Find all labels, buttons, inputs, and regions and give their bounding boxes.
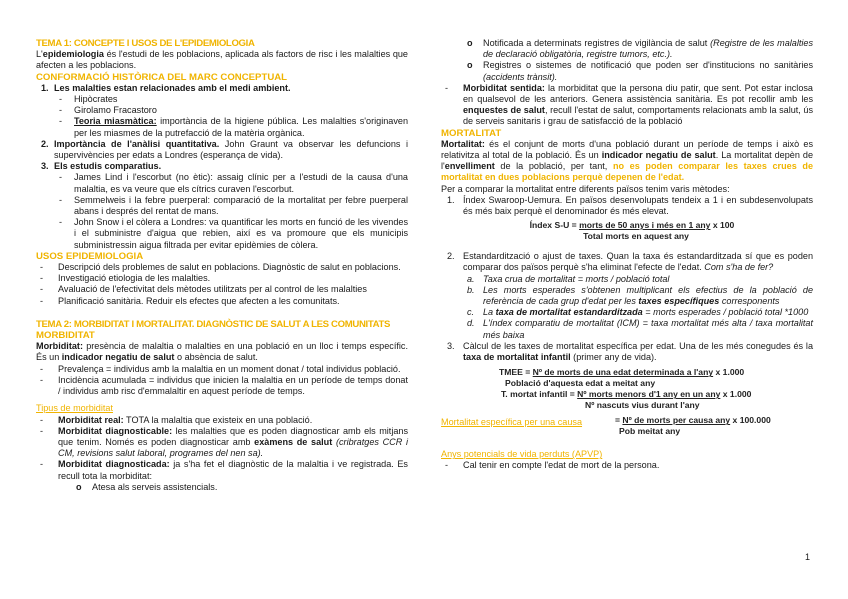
tipus-italic: (cribratges CCR i CM, revisions salut laboral, programes del nen sa). (58, 436, 409, 459)
list-number: 3. (447, 340, 455, 351)
method-2-c (441, 307, 813, 318)
text: presència de malaltia o malalties en una població en un lloc i temps específic. És un (36, 341, 408, 363)
sub-item-text: Hipòcrates (74, 94, 118, 105)
method-text: (primer any de vida). (570, 352, 657, 363)
right-column (441, 38, 813, 472)
method-text: Estandardització o ajust de taxes. Quan la taxa és estandarditzada sí que es poden comparar dos països perquè s'ha eliminat l'efecte de l'edat. (463, 251, 813, 273)
mortalitat-definition (441, 139, 813, 184)
step-bold: taxes específiques (638, 296, 720, 307)
sub-bullet-text: Registres o sistemes de notificació que poden ser d'institucions no sanitàries (483, 60, 813, 71)
list-item-bold: Importància de l'anàlisi quantitativa. (54, 138, 220, 149)
tipus-item-sentida: - Morbiditat sentida: la morbiditat que la persona diu patir, que sent. Pot estar inclosa en qualsevol de les anteriors. Genera assistència sanitària. Es pot recollir amb les enquestes de salut, recull l'estat de salut, comportaments relacionats amb la salut, ús de serveis sanitaris i grau de satisfacció de la població (445, 82, 813, 127)
formula-line (615, 415, 771, 426)
step-text: L'índex comparatiu de mortalitat (ICM) = taxa mortalitat més alta / taxa mortalitat més baixa (483, 318, 813, 340)
term: Morbiditat: (36, 341, 83, 352)
sub-bullet-italic: (accidents trànsit). (483, 71, 558, 82)
formula-multiplier: x 100.000 (730, 415, 771, 426)
term: Mortalitat: (441, 138, 485, 149)
text: . La mortalitat depèn de l' (441, 150, 813, 172)
tipus-item-diagnosticada: - Morbiditat diagnosticada: ja s'ha fet el diagnòstic de la malaltia i ve registrada. Es recull tota la morbiditat: (40, 459, 408, 481)
step-text: = morts esperades / població total *1000 (642, 307, 809, 318)
tipus-item-real: - Morbiditat real: TOTA la malaltia que existeix en una població. (40, 414, 313, 425)
causa-link[interactable]: Mortalitat específica per una causa (441, 417, 583, 428)
method-2 (441, 251, 813, 273)
term: envelliment (444, 161, 495, 172)
method-text: Índex Swaroop-Uemura. En països desenvolupats tendeix a 1 i en subdesenvolupats és més baix perquè el denominador és més elevat. (463, 194, 813, 217)
method-bold: taxa de mortalitat infantil (463, 352, 571, 363)
formula-swaroop (441, 220, 813, 242)
formula-denominator: Pob meitat any (619, 426, 681, 437)
tipus-label: Morbiditat sentida: (463, 82, 545, 93)
apvp-item: - Cal tenir en compte l'edat de mort de la persona. (445, 460, 660, 471)
step-text: Taxa crua de mortalitat = morts / població total (483, 273, 670, 284)
formula-line (499, 367, 813, 378)
sub-item-fracastoro: - Girolamo Fracastoro (59, 105, 157, 116)
formula-multiplier: x 1.000 (720, 389, 752, 400)
step-text: La (483, 307, 496, 318)
list-item-text: Les malalties estan relacionades amb el medi ambient. (54, 82, 291, 93)
method-2-b (441, 285, 813, 307)
list-item-text: Els estudis comparatius. (54, 161, 162, 172)
method-1 (441, 195, 813, 217)
sub-item-text: Girolamo Fracastoro (74, 105, 157, 116)
usos-text: Investigació etiologia de les malalties. (58, 273, 211, 284)
formula-line (501, 389, 813, 400)
intro-text-c: és l'estudi de les poblacions, aplicada als factors de risc i les malalties que afecten a les poblacions. (36, 49, 408, 71)
usos-item: - Investigació etiologia de les malalties. (40, 273, 211, 284)
tipus-text: la morbiditat que la persona diu patir, que sent. Pot estar inclosa en qualsevol de les anteriors. Genera assistència sanitària. Es pot recollir amb les (463, 82, 813, 105)
list-number: 2. (41, 138, 49, 149)
formula-numerator: Nº de morts de una edat determinada a l'any (532, 367, 714, 378)
method-text: Càlcul de les taxes de mortalitat específica per edat. Una de les més conegudes és la (463, 340, 813, 351)
sub-bullet-text: Atesa als serveis assistencials. (92, 481, 218, 492)
tipus-bold: exàmens de salut (254, 436, 333, 447)
sub-item-text: John Snow i el còlera a Londres: va quantificar les morts en funció de les vivendes i el subministre d'aigua que rebien, així es va promoure que els municipis subministressin aigua filtrada per evitar epidèmies de còlera. (74, 217, 408, 250)
text: de la població, per tant, (494, 161, 613, 172)
formula-denominator: Nº nascuts vius durant l'any (585, 400, 700, 411)
list-item-3 (36, 161, 408, 172)
morbiditat-definition (36, 341, 408, 363)
text: o absència de salut. (174, 352, 258, 363)
title-tema-1: TEMA 1: CONCEPTE I USOS DE L'EPIDEMIOLOGIA (36, 38, 255, 49)
formula-tmee (441, 367, 813, 389)
item-text: Incidència acumulada = individus que inicien la malaltia en un període de temps donat / individus amb risc d'emmalaltir en aquest període de temps. (58, 374, 408, 397)
method-2-a (441, 274, 813, 285)
item-text: Prevalença = individus amb la malaltia en un moment donat / total individus població. (58, 363, 401, 374)
sub-bullet-italic: (Registre de les malalties de declaració obligatòria, registre tumors, etc.). (483, 38, 813, 60)
sub-item-lind: - James Lind i l'escorbut (no ètic): assaig clínic per a l'estudi de la causa d'una malaltia, es va veure que els cítrics curaven l'escorbut. (59, 172, 408, 194)
sub-bullet-text: Notificada a determinats registres de vigilància de salut (483, 38, 711, 48)
sub-item-text: importància de la higiene pública. Les malalties s'originaven per les miasmes de la putrefacció de la matèria orgànica. (74, 116, 408, 138)
tipus-label: Morbiditat real: (58, 414, 124, 425)
formula-lhs: TMEE = (499, 367, 533, 378)
apvp-text: Cal tenir en compte l'edat de mort de la persona. (463, 460, 660, 471)
tipus-bold: enquestes de salut (463, 105, 545, 116)
sub-item-snow: - John Snow i el còlera a Londres: va quantificar les morts en funció de les vivendes i el subministre d'aigua que rebien, així es va promoure que els municipis subministressin aigua filtrada per evitar epidèmies de còlera. (59, 217, 408, 250)
method-3 (441, 341, 813, 363)
sub-item-label: Teoria miasmàtica: (74, 116, 157, 127)
sub-bullet-registres: o Registres o sistemes de notificació que poden ser d'institucions no sanitàries (accidents trànsit). (467, 60, 813, 82)
sub-item-text: James Lind i l'escorbut (no ètic): assaig clínic per a l'estudi de la causa d'una malaltia, es va veure que els cítrics curaven l'escorbut. (74, 172, 408, 194)
formula-denominator: Total morts en aquest any (583, 231, 689, 242)
formula-multiplier: x 100 (710, 220, 735, 231)
causa-row (441, 415, 813, 439)
formula-numerator: Nº de morts per causa any (622, 415, 731, 426)
formula-lhs: Índex S-U = (529, 220, 580, 231)
formula-numerator: Nº morts menors d'1 any en un any (577, 389, 721, 400)
usos-item: - Avaluació de l'efectivitat dels mètodes utilitzats per al control de les malalties (40, 284, 367, 295)
list-number: 3. (41, 161, 49, 172)
list-number: 1. (447, 194, 455, 205)
intro-paragraph (36, 49, 408, 71)
step-bold: taxa de mortalitat estandarditzada (495, 307, 643, 318)
sub-item-hipocrates: - Hipòcrates (59, 94, 118, 105)
formula-causa (615, 415, 771, 437)
tipus-morbiditat-link[interactable]: Tipus de morbiditat (36, 403, 113, 414)
usos-text: Planificació sanitària. Reduir els efectes que afecten a les comunitats. (58, 295, 340, 306)
section-morbiditat: MORBIDITAT (36, 330, 95, 342)
section-mortalitat: MORTALITAT (441, 127, 502, 139)
tipus-label: Morbiditat diagnosticada: (58, 459, 170, 470)
sub-bullet-atesa: o Atesa als serveis assistencials. (76, 481, 218, 492)
term: indicador negatiu de salut (61, 352, 175, 363)
list-number: 2. (447, 251, 455, 262)
sub-item-miasmatica: - Teoria miasmàtica: importància de la higiene pública. Les malalties s'originaven per les miasmes de la putrefacció de la matèria orgànica. (59, 116, 408, 138)
usos-text: Descripció dels problemes de salut en poblacions. Diagnòstic de salut en poblacions. (58, 262, 401, 273)
list-letter: b. (467, 284, 475, 295)
comparar-text: Per a comparar la mortalitat entre diferents països tenim varis mètodes: (441, 183, 730, 194)
list-item-text: John Graunt va observar les defuncions i supervivències per edats a Londres (esperança de vida). (54, 138, 408, 161)
intro-term: epidemiologia (42, 49, 104, 60)
usos-text: Avaluació de l'efectivitat dels mètodes utilitzats per al control de les malalties (58, 284, 367, 295)
formula-lhs: T. mortat infantil = (501, 389, 578, 400)
formula-line (451, 220, 813, 231)
list-letter: d. (467, 318, 475, 329)
tipus-text: les malalties que es poden diagnosticar amb els mitjans que tenim. Només es poden diagnosticar amb (58, 425, 408, 447)
method-italic: Com s'ha de fer? (704, 262, 774, 273)
list-letter: c. (467, 307, 475, 318)
step-text: Les morts esperades s'obtenen multiplicant els efectius de la població de referència de cada grup d'edat per les (483, 284, 813, 307)
incidencia-item: - Incidència acumulada = individus que inicien la malaltia en un període de temps donat / individus amb risc d'emmalaltir en aquest període de temps. (40, 374, 408, 397)
tipus-text: , recull l'estat de salut, comportaments relacionats amb la salut, ús de serveis sanitaris i grau de satisfacció de la població (463, 105, 813, 127)
formula-denominator: Població d'aquesta edat a meitat any (505, 378, 656, 389)
step-text: corresponents (719, 296, 780, 307)
intro-text-a: L' (36, 49, 43, 60)
tipus-text: TOTA la malaltia que existeix en una població. (123, 414, 313, 425)
sub-bullet-notificada: o Notificada a determinats registres de vigilància de salut (Registre de les malalties de declaració obligatòria, registre tumors, etc.). (467, 38, 813, 60)
sub-item-semmelweis: - Semmelweis i la febre puerperal: comparació de la mortalitat per febre puerperal abans i després del rentat de mans. (59, 194, 408, 217)
tipus-item-diagnosticable: - Morbiditat diagnosticable: les malalties que es poden diagnosticar amb els mitjans que tenim. Només es poden diagnosticar amb exàmens de salut (cribratges CCR i CM, revisions salut laboral, programes del nen sa). (40, 425, 409, 459)
prevalenca-item: - Prevalença = individus amb la malaltia en un moment donat / total individus població. (40, 363, 401, 374)
tipus-label: Morbiditat diagnosticable: (58, 425, 173, 436)
formula-multiplier: x 1.000 (713, 367, 745, 378)
sub-item-text: Semmelweis i la febre puerperal: comparació de la mortalitat per febre puerperal abans i després del rentat de mans. (74, 194, 408, 217)
section-conformacio: CONFORMACIÓ HISTÒRICA DEL MARC CONCEPTUAL (36, 71, 288, 83)
page-number: 1 (805, 552, 811, 562)
formula-lhs: = (615, 415, 623, 426)
section-usos: USOS EPIDEMIOLOGIA (36, 250, 144, 262)
usos-item: - Descripció dels problemes de salut en poblacions. Diagnòstic de salut en poblacions. (40, 262, 401, 273)
title-tema-2: TEMA 2: MORBIDITAT I MORTALITAT. DIAGNÒSTIC DE SALUT A LES COMUNITATS (36, 318, 391, 330)
list-item-1 (36, 83, 408, 94)
tipus-text: ja s'ha fet el diagnòstic de la malaltia i ve registrada. Es recull tota la morbiditat: (58, 459, 408, 481)
term: indicador negatiu de salut (601, 150, 716, 161)
highlight-text: no es poden comparar les taxes crues de mortalitat en dues poblacions perquè depenen de l'edat. (441, 161, 813, 183)
list-letter: a. (467, 273, 475, 284)
apvp-link[interactable]: Anys potencials de vida perduts (APVP) (441, 449, 603, 460)
left-column (36, 38, 408, 493)
method-2-d (441, 318, 813, 340)
formula-numerator: morts de 50 anys i més en 1 any (579, 220, 711, 231)
list-number: 1. (41, 82, 49, 93)
list-item-2 (36, 139, 408, 161)
text: és el conjunt de morts d'una població durant un període de temps i això es relativitza al total de la població. És un (441, 138, 813, 161)
formula-infantil (441, 389, 813, 411)
usos-item: - Planificació sanitària. Reduir els efectes que afecten a les comunitats. (40, 295, 340, 306)
